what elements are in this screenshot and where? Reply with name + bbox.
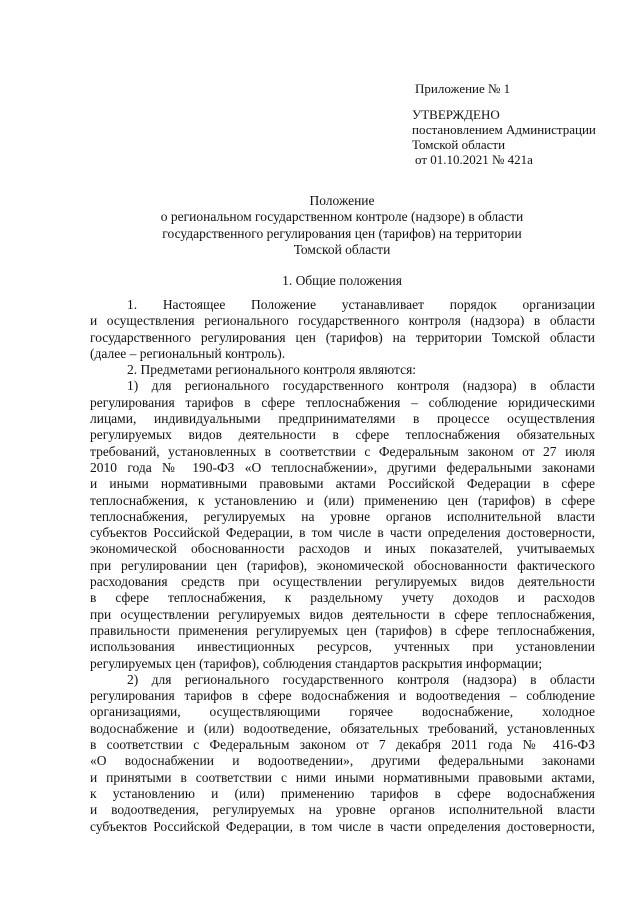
body-line: экономической обоснованности расходов и иных показателей, учитываемых	[90, 541, 595, 557]
body-line: (далее – региональный контроль).	[90, 345, 286, 361]
body-line: организациями, осуществляющими горячее водоснабжение, холодное	[90, 704, 595, 720]
body-line: к установлению и (или) применению тарифов в сфере водоснабжения	[90, 785, 595, 801]
approval-block	[412, 107, 596, 167]
body-line: «О водоснабжении и водоотведении», другими федеральными законами	[90, 753, 595, 769]
title-line-2: о региональном государственном контроле (надзоре) в области	[160, 209, 524, 225]
body-line: требований, установленных в соответствии с Федеральным законом от 27 июля	[90, 443, 595, 459]
document-title	[90, 193, 594, 258]
body-line: теплоснабжения, регулируемых на уровне органов исполнительной власти	[90, 508, 595, 524]
body-line: и водоотведения, регулируемых на уровне органов исполнительной власти	[90, 802, 595, 818]
body-line: субъектов Российской Федерации, в том числе в части определения достоверности,	[90, 818, 595, 834]
body-line: и принятыми в соответствии с ними иными нормативными правовыми актами,	[90, 769, 595, 785]
body-line: субъектов Российской Федерации, в том числе в части определения достоверности,	[90, 525, 595, 541]
body-line: в соответствии с Федеральным законом от 7 декабря 2011 года № 416-ФЗ	[90, 737, 595, 753]
approved-by-line-3: от 01.10.2021 № 421а	[415, 152, 533, 167]
body-line: и осуществления регионального государственного контроля (надзора) в области	[90, 313, 595, 329]
body-line: регулируемых видов деятельности в сфере теплоснабжения обязательных	[90, 427, 595, 443]
section-heading: 1. Общие положения	[282, 273, 402, 288]
body-line: в сфере теплоснабжения, к раздельному учету доходов и расходов	[90, 590, 595, 606]
body-text	[90, 297, 595, 835]
body-line: теплоснабжения, к установлению и (или) применению цен (тарифов) в сфере	[90, 492, 595, 508]
approved-by-line-2: Томской области	[412, 137, 506, 152]
title-line-1: Положение	[309, 193, 375, 208]
body-line: регулирования тарифов в сфере теплоснабжения – соблюдение юридическими	[90, 394, 595, 410]
appendix-label: Приложение № 1	[415, 81, 511, 96]
body-line: использования инвестиционных ресурсов, учтенных при установлении	[90, 639, 595, 655]
title-line-3: государственного регулирования цен (тарифов) на территории	[162, 225, 522, 241]
body-line: 1) для регионального государственного контроля (надзора) в области	[127, 378, 595, 394]
body-line: 2) для регионального государственного контроля (надзора) в области	[127, 671, 595, 687]
body-line: при осуществлении регулируемых видов деятельности в сфере теплоснабжения,	[90, 606, 595, 622]
body-line: и иными нормативными правовыми актами Российской Федерации в сфере	[90, 476, 595, 492]
approved-by-line-1: постановлением Администрации	[412, 122, 596, 137]
body-line: расходования средств при осуществлении регулируемых видов деятельности	[90, 574, 595, 590]
body-line: правильности применения регулируемых цен (тарифов) в сфере теплоснабжения,	[90, 622, 595, 638]
body-line: регулирования тарифов в сфере водоснабжения и водоотведения – соблюдение	[90, 688, 595, 704]
body-line: 1. Настоящее Положение устанавливает порядок организации	[127, 297, 595, 312]
body-line: регулируемых цен (тарифов), соблюдения стандартов раскрытия информации;	[90, 655, 543, 671]
title-line-4: Томской области	[293, 241, 391, 257]
body-line: при регулировании цен (тарифов), экономической обоснованности фактического	[90, 557, 595, 573]
approved-stamp: УТВЕРЖДЕНО	[412, 107, 500, 122]
body-line: государственного регулирования цен (тарифов) на территории Томской области	[90, 329, 595, 345]
body-line: 2. Предметами регионального контроля являются:	[127, 362, 417, 378]
body-line: лицами, индивидуальными предпринимателями в процессе осуществления	[90, 411, 595, 427]
body-line: водоснабжение и (или) водоотведение, обязательных требований, установленных	[90, 720, 595, 736]
body-line: 2010 года № 190-ФЗ «О теплоснабжении», другими федеральными законами	[90, 459, 595, 475]
